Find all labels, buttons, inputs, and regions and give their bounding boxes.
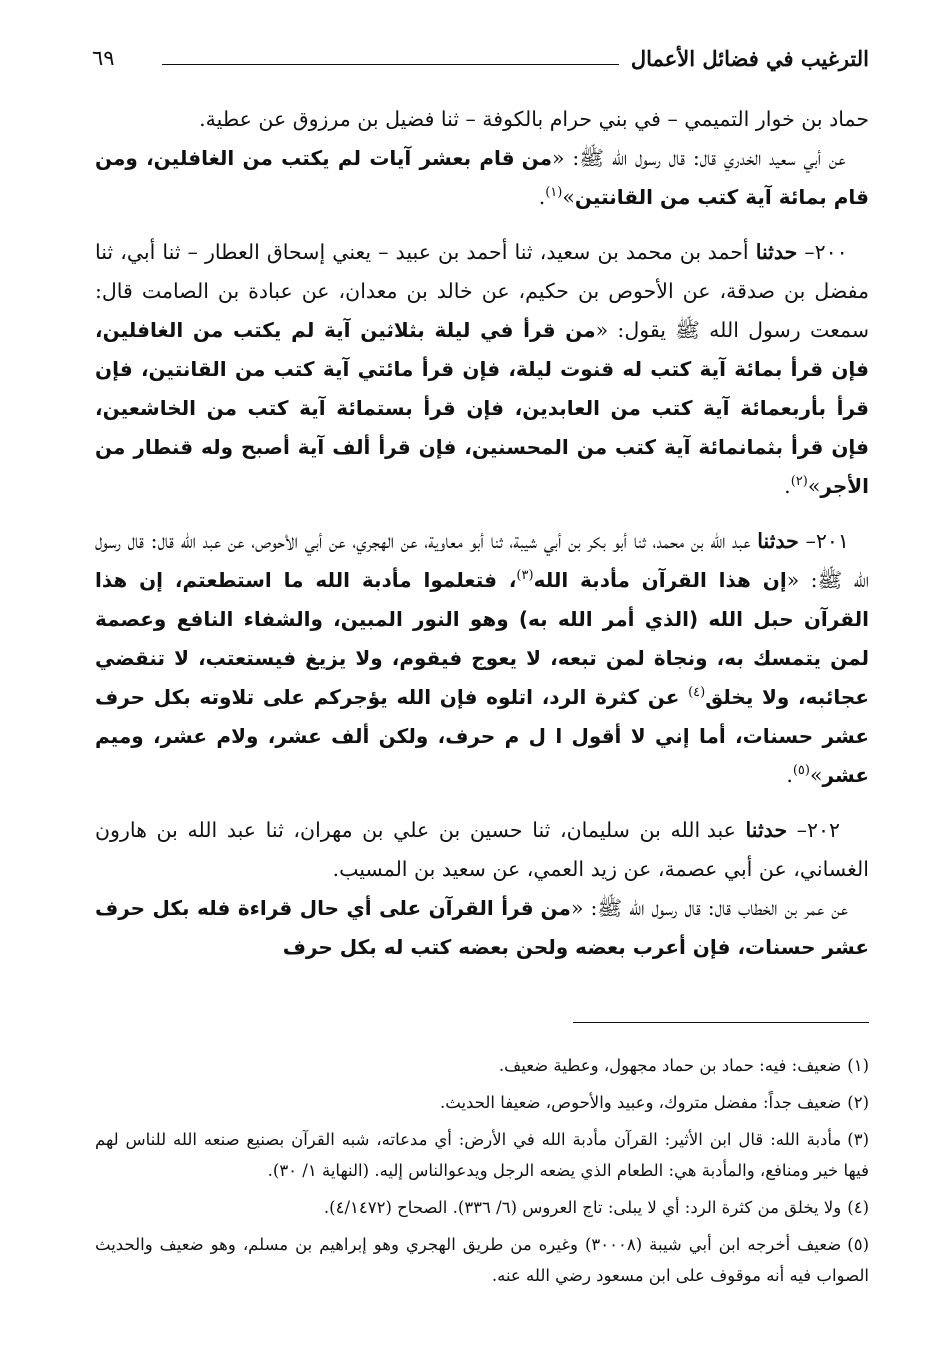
hadith-text-part-a: إن هذا القرآن مأدبة الله	[533, 568, 787, 592]
narration-intro: عن عمر بن الخطاب قال: قال رسول الله ﷺ: «	[570, 896, 848, 920]
footnote-number: (٤)	[847, 1198, 869, 1217]
footnote-ref[interactable]: (١)	[545, 185, 563, 201]
footnote-text: ضعيف: فيه: حماد بن حماد مجهول، وعطية ضعيف.	[498, 1056, 842, 1075]
footnote-text: ولا يخلق من كثرة الرد: أي لا يبلى: تاج العروس (٦/ ٣٣٦). الصحاح (٤/١٤٧٢).	[323, 1198, 842, 1217]
haddathana-keyword: حدثنا	[755, 240, 798, 264]
running-header	[92, 44, 869, 78]
haddathana-keyword: حدثنا	[745, 818, 788, 842]
hadith-text-part-b: ، فتعلموا مأدبة الله ما استطعتم، إن هذا القرآن حبل الله (الذي أمر الله به) وهو النور المبين، والشفاء النافع وعصمة لمن يتمسك به، ونجاة لمن تبعه، لا يعوج فيقوم، ولا يزيغ فيستعتب، لا تنقضي عجائبه، ولا يخلق	[95, 568, 870, 709]
isnad-chain: عبد الله بن محمد، ثنا أبو بكر بن أبي شيبة، ثنا أبو معاوية، عن الهجري، عن أبي الأحوص، عن عبد الله قال: قال رسول الله ﷺ: «	[95, 529, 869, 592]
footnote-text: ضعيف أخرجه ابن أبي شيبة (٣٠٠٠٨) وغيره من طريق الهجري وهو إبراهيم بن مسلم، وهو ضعيف والحديث الصواب فيه أنه موقوف على ابن مسعود رضي الله عنه.	[95, 1235, 869, 1285]
footnote-2	[95, 1087, 869, 1118]
hadith-number: ٢٠٢–	[796, 818, 841, 842]
footnote-4	[95, 1192, 869, 1223]
hadith-201: ٢٠١– حدثنا عبد الله بن محمد، ثنا أبو بكر بن أبي شيبة، ثنا أبو معاوية، عن الهجري، عن أبي الأحوص، عن عبد الله قال: قال رسول الله ﷺ: «إن هذا القرآن مأدبة الله$^{(٣)}$، فتعلموا مأدبة الله ما استطعتم، إن هذا القرآن حبل الله (الذي أمر الله به) وهو النور المبين، والشفاء النافع وعصمة لمن يتمسك به، ونجاة لمن تبعه، لا يعوج فيقوم، ولا يزيغ فيستعتب، لا تنقضي عجائبه، ولا يخلق$^{(٤)}$ عن كثرة الرد، اتلوه فإن الله يؤجركم على تلاوته بكل حرف عشر حسنات، أما إني لا أقول ا ل م حرف، ولكن ألف عشر، ولام عشر، وميم عشر»$^{(٥)}$.	[95, 529, 870, 787]
footnote-ref[interactable]: (٣)	[516, 568, 534, 584]
footnote-number: (٢)	[847, 1093, 869, 1112]
isnad-chain: أحمد بن محمد بن سعيد، ثنا أحمد بن عبيد – يعني إسحاق العطار – ثنا أبي، ثنا مفضل بن صدقة، عن الأحوص بن حكيم، عن خالد بن معدان، عن عبادة بن الصامت قال: سمعت رسول الله ﷺ يقول: «	[95, 240, 870, 342]
footnote-5	[95, 1229, 869, 1291]
footnote-number: (١)	[847, 1056, 869, 1075]
quote-close: »	[809, 763, 823, 787]
quote-close: »	[562, 185, 575, 209]
hadith-text: من قرأ القرآن على أي حال قراءة فله بكل حرف عشر حسنات، فإن أعرب بعضه ولحن بعضه كتب له بكل حرف	[95, 896, 869, 959]
header-rule	[162, 64, 619, 65]
hadith-text-part-c: عن كثرة الرد، اتلوه فإن الله يؤجركم على تلاوته بكل حرف عشر حسنات، أما إني لا أقول ا ل م حرف، ولكن ألف عشر، ولام عشر، وميم عشر	[95, 685, 869, 787]
footnote-text: مأدبة الله: قال ابن الأثير: القرآن مأدبة الله في الأرض: أي مدعاته، شبه القرآن بصنيع صنعه الله للناس لهم فيها خير ومنافع، والمأدبة هي: الطعام الذي يضعه الرجل ويدعوالناس إليه. (النهاية ١/ ٣٠).	[95, 1130, 869, 1180]
paragraph-text: حماد بن خوار التميمي – في بني حرام بالكوفة – ثنا فضيل بن مرزوق عن عطية.	[199, 107, 869, 131]
hadith-number: ٢٠٠–	[804, 240, 848, 264]
footnote-text: ضعيف جداً: مفضل متروك، وعبيد والأحوص، ضعيفا الحديث.	[440, 1093, 842, 1112]
footnote-ref[interactable]: (٤)	[688, 685, 706, 701]
main-text	[95, 100, 869, 967]
footnote-number: (٥)	[847, 1235, 870, 1254]
footnote-number: (٣)	[847, 1130, 869, 1149]
paragraph-hadith-abu-said: عن أبي سعيد الخدري قال: قال رسول الله ﷺ: «من قام بعشر آيات لم يكتب من الغافلين، ومن قام بمائة آية كتب من القانتين»$^{(١)}$.	[95, 146, 869, 209]
haddathana-keyword: حدثنا	[757, 529, 799, 553]
hadith-200: ٢٠٠– حدثنا أحمد بن محمد بن سعيد، ثنا أحمد بن عبيد – يعني إسحاق العطار – ثنا أبي، ثنا مفضل بن صدقة، عن الأحوص بن حكيم، عن خالد بن معدان، عن عبادة بن الصامت قال: سمعت رسول الله ﷺ يقول: «من قرأ في ليلة بثلاثين آية لم يكتب من الغافلين، فإن قرأ بمائة آية كتب له قنوت ليلة، فإن قرأ مائتي آية كتب من القانتين، فإن قرأ بأربعمائة آية كتب من العابدين، فإن قرأ بستمائة آية كتب من الخاشعين، فإن قرأ بثمانمائة آية كتب من المحسنين، فإن قرأ ألف آية أصبح وله قنطار من الأجر»$^{(٢)}$.	[95, 240, 870, 498]
paragraph-isnad-continuation	[95, 100, 869, 139]
footnote-ref[interactable]: (٥)	[792, 763, 810, 779]
footnote-separator	[573, 1022, 869, 1023]
quote-close: »	[807, 474, 821, 498]
isnad-chain: عبد الله بن سليمان، ثنا حسين بن علي بن مهران، ثنا عبد الله بن هارون الغساني، عن أبي عصمة، عن زيد العمي، عن سعيد بن المسيب.	[95, 818, 869, 881]
narration-intro: عن أبي سعيد الخدري قال: قال رسول الله ﷺ: «	[552, 146, 846, 170]
footnote-3	[95, 1124, 869, 1186]
footnotes	[95, 1050, 869, 1297]
hadith-text: من قام بعشر آيات لم يكتب من الغافلين، ومن قام بمائة آية كتب من القانتين	[95, 146, 869, 209]
hadith-202	[95, 811, 869, 889]
footnote-ref[interactable]: (٢)	[790, 474, 808, 490]
book-title: الترغيب في فضائل الأعمال	[630, 46, 869, 71]
paragraph-hadith-umar	[95, 889, 869, 967]
hadith-text: من قرأ في ليلة بثلاثين آية لم يكتب من الغافلين، فإن قرأ بمائة آية كتب له قنوت ليلة، فإن قرأ مائتي آية كتب من القانتين، فإن قرأ بأربعمائة آية كتب من العابدين، فإن قرأ بستمائة آية كتب من الخاشعين، فإن قرأ بثمانمائة آية كتب من المحسنين، فإن قرأ ألف آية أصبح وله قنطار من الأجر	[95, 318, 869, 498]
footnote-1	[95, 1050, 869, 1081]
hadith-number: ٢٠١–	[805, 529, 849, 553]
page-number: ٦٩	[92, 46, 115, 70]
